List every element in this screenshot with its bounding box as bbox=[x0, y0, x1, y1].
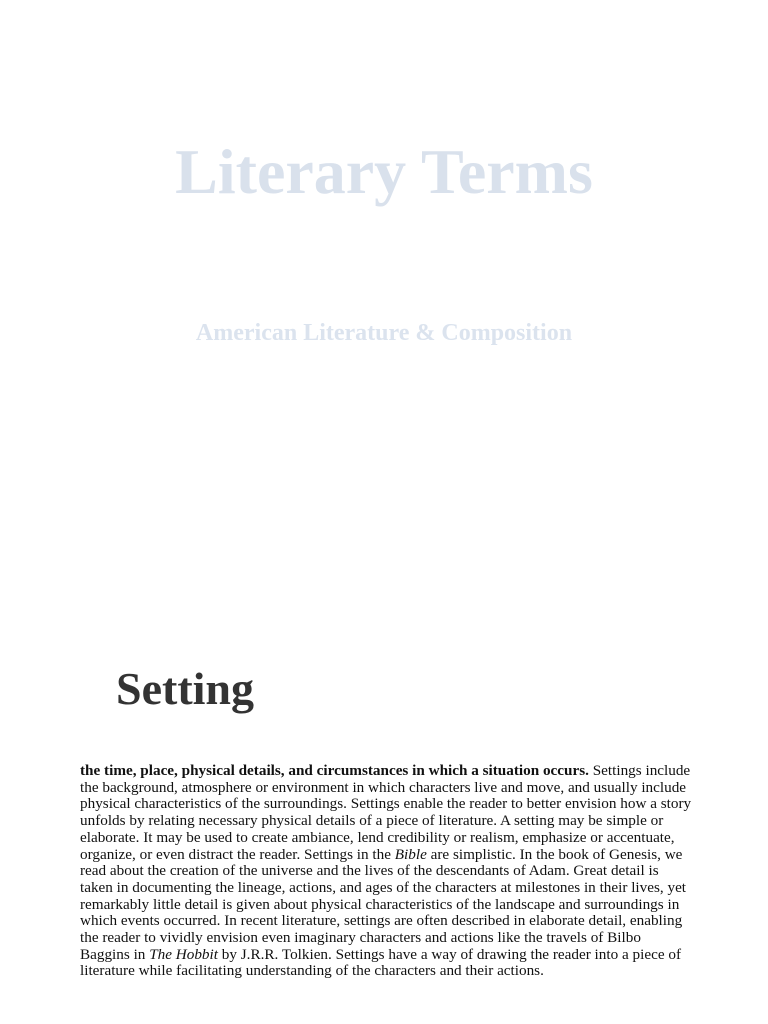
definition-body-part-2: are simplistic. In the book of Genesis, we read about the creation of the universe and the lives of the descendants of Adam. Great detail is taken in documenting the lineage, actions, and ages of the characters at milestones in their lives, yet remarkably little detail is given about physical characteristics of the landscape and surroundings in which events occurred. In recent literature, settings are often described in elaborate detail, enabling the reader to vividly envision even imaginary characters and actions like the travels of Bilbo Baggins in bbox=[80, 845, 687, 963]
definition-italic-hobbit: The Hobbit bbox=[149, 945, 218, 963]
definition-italic-bible: Bible bbox=[394, 845, 427, 863]
definition-body-part-3: by J.R.R. Tolkien. Settings have a way of drawing the reader into a piece of literature while facilitating understanding of the characters and their actions. bbox=[80, 945, 682, 980]
document-title: Literary Terms bbox=[175, 136, 593, 207]
term-heading: Setting bbox=[116, 663, 254, 714]
term-definition bbox=[80, 763, 692, 980]
definition-lead: the time, place, physical details, and circumstances in which a situation occurs. bbox=[80, 762, 589, 779]
document-subtitle: American Literature & Composition bbox=[195, 320, 573, 346]
definition-body-part-1: Settings include the background, atmosphere or environment in which characters live and move, and usually include physical characteristics of the surroundings. Settings enable the reader to better envision how a story unfolds by relating necessary physical details of a piece of literature. A setting may be simple or elaborate. It may be used to create ambiance, lend credibility or realism, emphasize or accentuate, organize, or even distract the reader. Settings in the bbox=[80, 762, 692, 863]
